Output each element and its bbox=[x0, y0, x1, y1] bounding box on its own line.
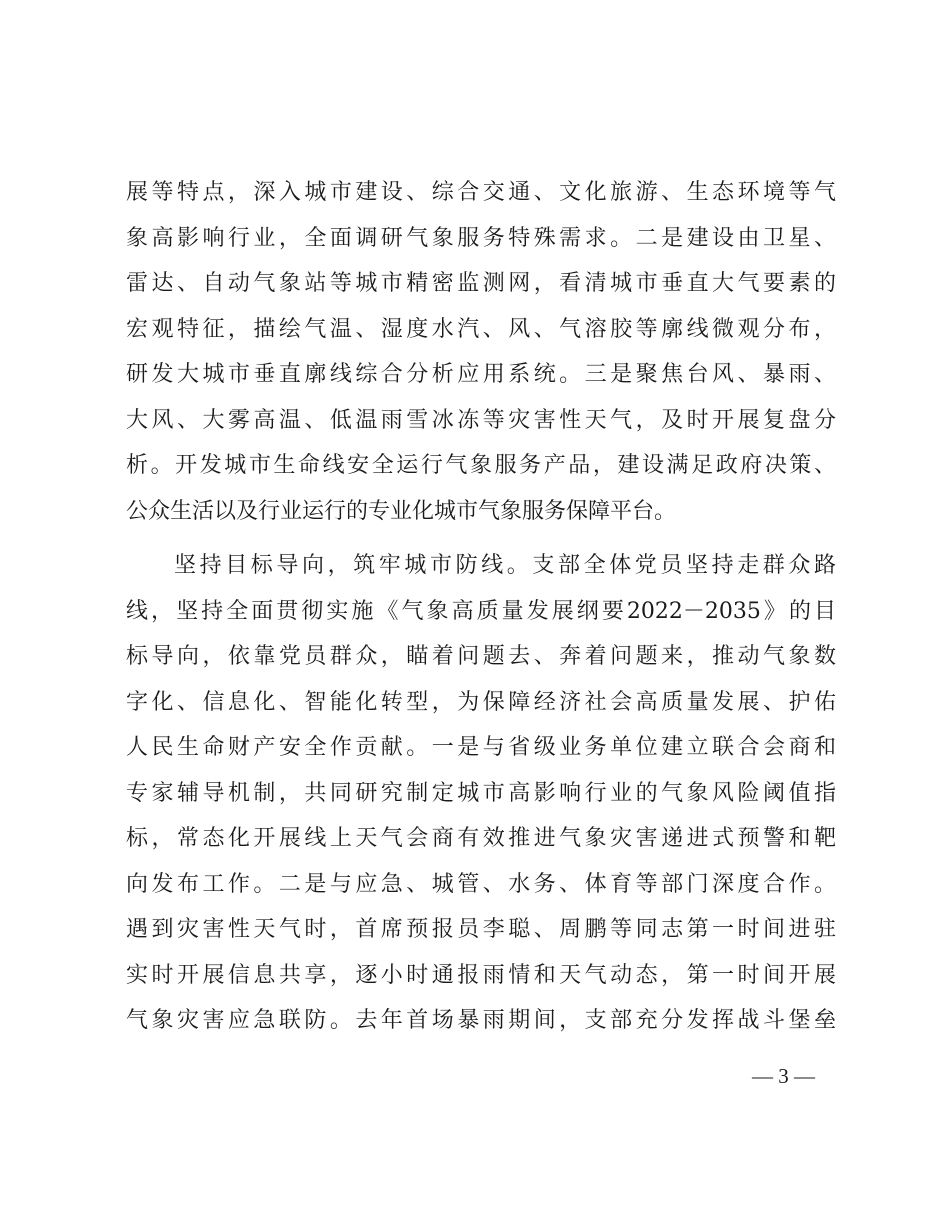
paragraph-line: 公众生活以及行业运行的专业化城市气象服务保障平台。 bbox=[126, 498, 677, 524]
paragraph-line: 标导向，依靠党员群众，瞄着问题去、奔着问题来，推动气象数 bbox=[126, 644, 836, 669]
paragraph-line: 人民生命财产安全作贡献。一是与省级业务单位建立联合会商和 bbox=[126, 735, 836, 760]
paragraph-line: 实时开展信息共享，逐小时通报雨情和天气动态，第一时间开展 bbox=[126, 962, 836, 988]
paragraph-line: 坚持目标导向，筑牢城市防线。支部全体党员坚持走群众路 bbox=[174, 553, 836, 578]
paragraph-line: 展等特点，深入城市建设、综合交通、文化旅游、生态环境等气 bbox=[126, 180, 836, 205]
paragraph-line: 雷达、自动气象站等城市精密监测网，看清城市垂直大气要素的 bbox=[126, 271, 836, 296]
paragraph-line: 大风、大雾高温、低温雨雪冰冻等灾害性天气，及时开展复盘分 bbox=[126, 407, 836, 433]
paragraph-line: 析。开发城市生命线安全运行气象服务产品，建设满足政府决策、 bbox=[126, 453, 836, 478]
paragraph-line: 气象灾害应急联防。去年首场暴雨期间，支部充分发挥战斗堡垒 bbox=[126, 1008, 836, 1033]
page-number: — 3 — bbox=[752, 1064, 815, 1088]
paragraph-line: 宏观特征，描绘气温、湿度水汽、风、气溶胶等廓线微观分布， bbox=[126, 316, 836, 342]
paragraph-line: 向发布工作。二是与应急、城管、水务、体育等部门深度合作。 bbox=[126, 871, 836, 897]
paragraph-line: 线，坚持全面贯彻实施《气象高质量发展纲要2022－2035》的目 bbox=[126, 598, 836, 624]
paragraph-line: 遇到灾害性天气时，首席预报员李聪、周鹏等同志第一时间进驻 bbox=[126, 917, 836, 942]
paragraph-line: 象高影响行业，全面调研气象服务特殊需求。二是建设由卫星、 bbox=[126, 225, 836, 251]
paragraph-line: 专家辅导机制，共同研究制定城市高影响行业的气象风险阈值指 bbox=[126, 780, 836, 806]
paragraph-line: 标，常态化开展线上天气会商有效推进气象灾害递进式预警和靶 bbox=[126, 826, 836, 851]
paragraph-2 bbox=[126, 543, 836, 1044]
paragraph-line: 字化、信息化、智能化转型，为保障经济社会高质量发展、护佑 bbox=[126, 689, 836, 715]
paragraph-1 bbox=[126, 170, 836, 534]
paragraph-line: 研发大城市垂直廓线综合分析应用系统。三是聚焦台风、暴雨、 bbox=[126, 362, 836, 387]
